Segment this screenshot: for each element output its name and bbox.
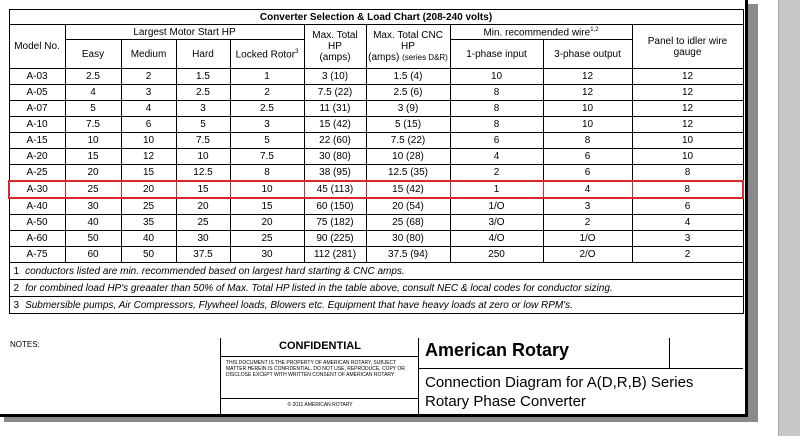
table-row [9,69,743,85]
cell-one-phase-wire: 8 [450,101,543,117]
cell-locked-rotor: 5 [230,133,304,149]
cell-medium: 4 [121,101,176,117]
cell-easy: 60 [65,247,121,263]
cell-medium: 50 [121,247,176,263]
table-row [9,85,743,101]
cell-max-total-hp: 75 (182) [304,215,366,231]
cell-model: A-15 [9,133,65,149]
cell-panel-gauge: 12 [632,117,743,133]
diagram-title: Connection Diagram for A(D,R,B) Series Rotary Phase Converter [425,374,694,410]
cell-panel-gauge: 2 [632,247,743,263]
confidential-box [220,338,419,415]
cell-locked-rotor: 1 [230,69,304,85]
cell-max-total-hp: 60 (150) [304,198,366,215]
cell-one-phase-wire: 4/O [450,231,543,247]
copyright-text: © 2011 AMERICAN ROTARY [287,402,353,408]
header-max-total-hp-unit: (amps) [319,52,351,63]
header-max-total-hp [304,25,366,69]
header-panel-gauge: Panel to idler wire gauge [632,25,743,69]
cell-medium: 25 [121,198,176,215]
header-locked-rotor [230,40,304,69]
divider [669,338,670,368]
cell-max-total-hp: 38 (95) [304,165,366,182]
viewer-gutter [758,0,778,436]
cell-panel-gauge: 6 [632,198,743,215]
cell-locked-rotor: 7.5 [230,149,304,165]
cell-hard: 7.5 [176,133,230,149]
header-largest-motor: Largest Motor Start HP [65,25,304,40]
cell-one-phase-wire: 2 [450,165,543,182]
cell-locked-rotor: 15 [230,198,304,215]
table-row [9,101,743,117]
footnote-row [9,297,743,314]
header-max-cnc-series: (series D&R) [402,53,448,62]
table-row [9,231,743,247]
cell-one-phase-wire: 3/O [450,215,543,231]
table-row [9,198,743,215]
confidential-text: THIS DOCUMENT IS THE PROPERTY OF AMERICAN ROTARY, SUBJECT MATTER HEREIN IS CONFIDENTIAL. DO NOT USE, REPRODUCE, COPY OR DISCLOSE EXCEPT WITH WRITTEN CONSENT OF AMERICAN ROTARY [226,360,405,378]
table-row [9,165,743,182]
cell-medium: 2 [121,69,176,85]
footnote-text: for combined load HP's greaater than 50% of Max. Total HP listed in the table above, consult NEC & local codes for conductor sizing. [25,282,613,294]
brand-name: American Rotary [425,340,570,360]
cell-model: A-10 [9,117,65,133]
cell-hard: 10 [176,149,230,165]
chart-data-rows [9,69,743,263]
cell-model: A-30 [9,181,65,198]
brand-box [418,338,743,415]
cell-three-phase-wire: 6 [543,165,632,182]
cell-locked-rotor: 2 [230,85,304,101]
converter-load-chart [8,9,744,314]
header-model: Model No. [9,25,65,69]
header-hard: Hard [176,40,230,69]
cell-hard: 12.5 [176,165,230,182]
cell-hard: 20 [176,198,230,215]
cell-max-cnc-hp: 12.5 (35) [366,165,450,182]
cell-panel-gauge: 8 [632,165,743,182]
notes-label: NOTES: [10,340,40,349]
cell-panel-gauge: 12 [632,69,743,85]
cell-max-cnc-hp: 20 (54) [366,198,450,215]
cell-max-total-hp: 11 (31) [304,101,366,117]
cell-max-total-hp: 22 (60) [304,133,366,149]
cell-panel-gauge: 10 [632,149,743,165]
cell-one-phase-wire: 1/O [450,198,543,215]
cell-one-phase-wire: 1 [450,181,543,198]
cell-panel-gauge: 12 [632,85,743,101]
cell-model: A-20 [9,149,65,165]
cell-locked-rotor: 30 [230,247,304,263]
footnote-number: 3 [13,299,20,311]
table-row [9,149,743,165]
footnote-row [9,280,743,297]
header-medium: Medium [121,40,176,69]
cell-panel-gauge: 4 [632,215,743,231]
cell-max-cnc-hp: 30 (80) [366,231,450,247]
footnote-number: 1 [13,265,20,277]
cell-model: A-03 [9,69,65,85]
header-three-phase: 3-phase output [543,40,632,69]
cell-three-phase-wire: 10 [543,101,632,117]
cell-model: A-50 [9,215,65,231]
cell-model: A-75 [9,247,65,263]
title-block [8,338,742,415]
footnote-number: 2 [13,282,20,294]
cell-hard: 2.5 [176,85,230,101]
cell-hard: 1.5 [176,69,230,85]
footnote-text: Submersible pumps, Air Compressors, Flywheel loads, Blowers etc. Equipment that have heavy loads at zero or low RPM's. [25,299,573,311]
cell-three-phase-wire: 4 [543,181,632,198]
footnote [9,280,743,297]
cell-medium: 3 [121,85,176,101]
table-row [9,247,743,263]
cell-hard: 5 [176,117,230,133]
cell-max-cnc-hp: 10 (28) [366,149,450,165]
cell-model: A-25 [9,165,65,182]
cell-hard: 15 [176,181,230,198]
footnote-row [9,263,743,280]
cell-one-phase-wire: 250 [450,247,543,263]
chart-title: Converter Selection & Load Chart (208-240 volts) [9,10,743,25]
cell-medium: 40 [121,231,176,247]
cell-locked-rotor: 8 [230,165,304,182]
divider [419,368,743,369]
cell-easy: 4 [65,85,121,101]
cell-medium: 15 [121,165,176,182]
table-row [9,215,743,231]
chart-footnotes [9,263,743,314]
cell-max-total-hp: 90 (225) [304,231,366,247]
table-row [9,133,743,149]
cell-max-cnc-hp: 2.5 (6) [366,85,450,101]
cell-max-cnc-hp: 5 (15) [366,117,450,133]
cell-three-phase-wire: 1/O [543,231,632,247]
cell-one-phase-wire: 6 [450,133,543,149]
cell-hard: 30 [176,231,230,247]
cell-locked-rotor: 3 [230,117,304,133]
cell-one-phase-wire: 4 [450,149,543,165]
header-max-cnc-label: Max. Total CNC HP [373,30,443,52]
cell-medium: 12 [121,149,176,165]
cell-three-phase-wire: 3 [543,198,632,215]
cell-max-cnc-hp: 7.5 (22) [366,133,450,149]
cell-three-phase-wire: 12 [543,69,632,85]
cell-locked-rotor: 10 [230,181,304,198]
cell-medium: 6 [121,117,176,133]
header-min-wire-label: Min. recommended wire [483,27,591,39]
cell-easy: 7.5 [65,117,121,133]
cell-locked-rotor: 25 [230,231,304,247]
cell-max-cnc-hp: 3 (9) [366,101,450,117]
header-locked-rotor-sup: 3 [295,49,299,56]
header-locked-rotor-label: Locked Rotor [235,49,296,61]
page-shadow [748,4,758,422]
header-min-wire [450,25,632,40]
cell-locked-rotor: 20 [230,215,304,231]
cell-max-total-hp: 15 (42) [304,117,366,133]
cell-max-total-hp: 45 (113) [304,181,366,198]
cell-max-cnc-hp: 37.5 (94) [366,247,450,263]
cell-easy: 10 [65,133,121,149]
confidential-title: CONFIDENTIAL [279,340,361,352]
cell-hard: 25 [176,215,230,231]
cell-three-phase-wire: 2 [543,215,632,231]
header-max-total-hp-label: Max. Total HP [312,30,358,52]
footnote-text: conductors listed are min. recommended based on largest hard starting & CNC amps. [25,265,405,277]
cell-panel-gauge: 10 [632,133,743,149]
table-row [9,117,743,133]
cell-medium: 35 [121,215,176,231]
cell-easy: 20 [65,165,121,182]
cell-medium: 20 [121,181,176,198]
cell-locked-rotor: 2.5 [230,101,304,117]
cell-max-total-hp: 112 (281) [304,247,366,263]
cell-model: A-60 [9,231,65,247]
cell-three-phase-wire: 12 [543,85,632,101]
page-shadow [4,417,758,422]
cell-model: A-07 [9,101,65,117]
header-min-wire-sup: 1,2 [590,27,599,34]
table-row [9,181,743,198]
cell-max-cnc-hp: 25 (68) [366,215,450,231]
cell-easy: 5 [65,101,121,117]
divider [221,356,419,357]
cell-panel-gauge: 3 [632,231,743,247]
cell-three-phase-wire: 6 [543,149,632,165]
cell-max-total-hp: 30 (80) [304,149,366,165]
cell-max-total-hp: 7.5 (22) [304,85,366,101]
cell-max-cnc-hp: 1.5 (4) [366,69,450,85]
header-max-cnc-hp [366,25,450,69]
cell-one-phase-wire: 8 [450,117,543,133]
cell-max-cnc-hp: 15 (42) [366,181,450,198]
cell-easy: 40 [65,215,121,231]
cell-panel-gauge: 8 [632,181,743,198]
cell-max-total-hp: 3 (10) [304,69,366,85]
cell-panel-gauge: 12 [632,101,743,117]
cell-easy: 15 [65,149,121,165]
cell-model: A-05 [9,85,65,101]
cell-easy: 25 [65,181,121,198]
cell-hard: 3 [176,101,230,117]
cell-hard: 37.5 [176,247,230,263]
cell-three-phase-wire: 8 [543,133,632,149]
cell-easy: 2.5 [65,69,121,85]
header-one-phase: 1-phase input [450,40,543,69]
cell-three-phase-wire: 2/O [543,247,632,263]
cell-one-phase-wire: 8 [450,85,543,101]
cell-easy: 30 [65,198,121,215]
cell-one-phase-wire: 10 [450,69,543,85]
cell-three-phase-wire: 10 [543,117,632,133]
footnote [9,263,743,280]
vertical-scrollbar[interactable] [778,0,800,436]
header-easy: Easy [65,40,121,69]
divider [221,398,419,399]
cell-model: A-40 [9,198,65,215]
cell-medium: 10 [121,133,176,149]
cell-easy: 50 [65,231,121,247]
footnote [9,297,743,314]
header-max-cnc-unit: (amps) [368,52,400,63]
